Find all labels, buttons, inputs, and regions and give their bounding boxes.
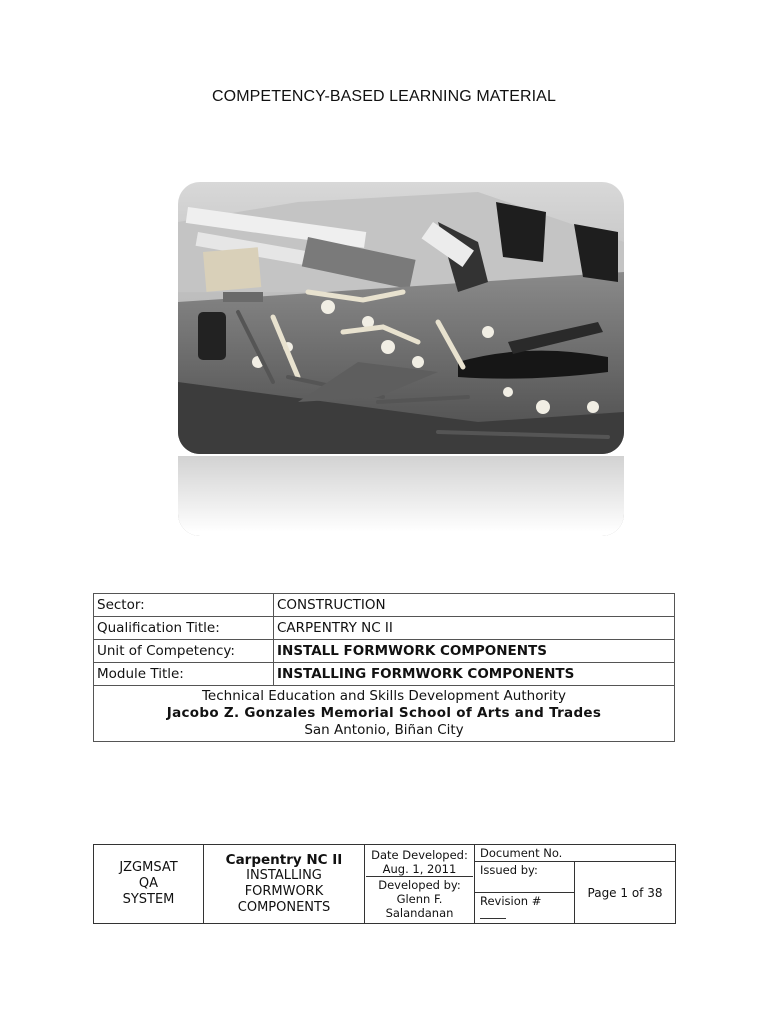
- sector-label: Sector:: [94, 594, 274, 617]
- module-line1: INSTALLING: [246, 868, 322, 883]
- system-line3: SYSTEM: [122, 892, 175, 907]
- sector-row: [94, 594, 675, 617]
- developer-line2: Salandanan: [385, 906, 454, 920]
- developed-by-label: Developed by:: [378, 878, 461, 892]
- organization-cell: [94, 686, 675, 742]
- page-number: Page 1 of 38: [587, 885, 663, 900]
- page-number-cell: [575, 862, 676, 924]
- unit-value: INSTALL FORMWORK COMPONENTS: [274, 640, 675, 663]
- module-line2: FORMWORK: [244, 884, 324, 899]
- issued-by-label: Issued by:: [480, 863, 538, 877]
- org-authority: Technical Education and Skills Development Authority: [201, 688, 567, 704]
- document-footer-table: [93, 844, 676, 924]
- issued-by-cell: [475, 862, 575, 893]
- qualification-row: [94, 617, 675, 640]
- unit-row: [94, 640, 675, 663]
- qualification-label: Qualification Title:: [94, 617, 274, 640]
- revision-blank: [480, 910, 506, 919]
- system-line1: JZGMSAT: [119, 860, 178, 875]
- cover-photo: [178, 182, 624, 454]
- document-title: COMPETENCY-BASED LEARNING MATERIAL: [212, 88, 556, 105]
- development-cell: [365, 845, 475, 924]
- qa-system-cell: [94, 845, 204, 924]
- system-line2: QA: [138, 876, 159, 891]
- module-row: [94, 663, 675, 686]
- sector-value: CONSTRUCTION: [274, 594, 675, 617]
- course-title: Carpentry NC II: [225, 852, 343, 868]
- developer-line1: Glenn F.: [396, 892, 443, 906]
- date-developed-label: Date Developed:: [371, 848, 468, 862]
- org-school: Jacobo Z. Gonzales Memorial School of Arts and Trades: [166, 705, 602, 721]
- qualification-value: CARPENTRY NC II: [274, 617, 675, 640]
- unit-label: Unit of Competency:: [94, 640, 274, 663]
- revision-label: Revision #: [480, 894, 542, 908]
- module-line3: COMPONENTS: [237, 900, 331, 915]
- module-value: INSTALLING FORMWORK COMPONENTS: [274, 663, 675, 686]
- date-developed-value: Aug. 1, 2011: [382, 862, 457, 876]
- module-info-table: [93, 593, 675, 742]
- course-cell: [204, 845, 365, 924]
- organization-row: [94, 686, 675, 742]
- document-number-label: Document No.: [480, 846, 563, 860]
- revision-cell: [475, 893, 575, 924]
- cover-photo-reflection: [178, 456, 624, 536]
- org-location: San Antonio, Biñan City: [304, 722, 464, 738]
- module-label: Module Title:: [94, 663, 274, 686]
- document-number-cell: [475, 845, 676, 862]
